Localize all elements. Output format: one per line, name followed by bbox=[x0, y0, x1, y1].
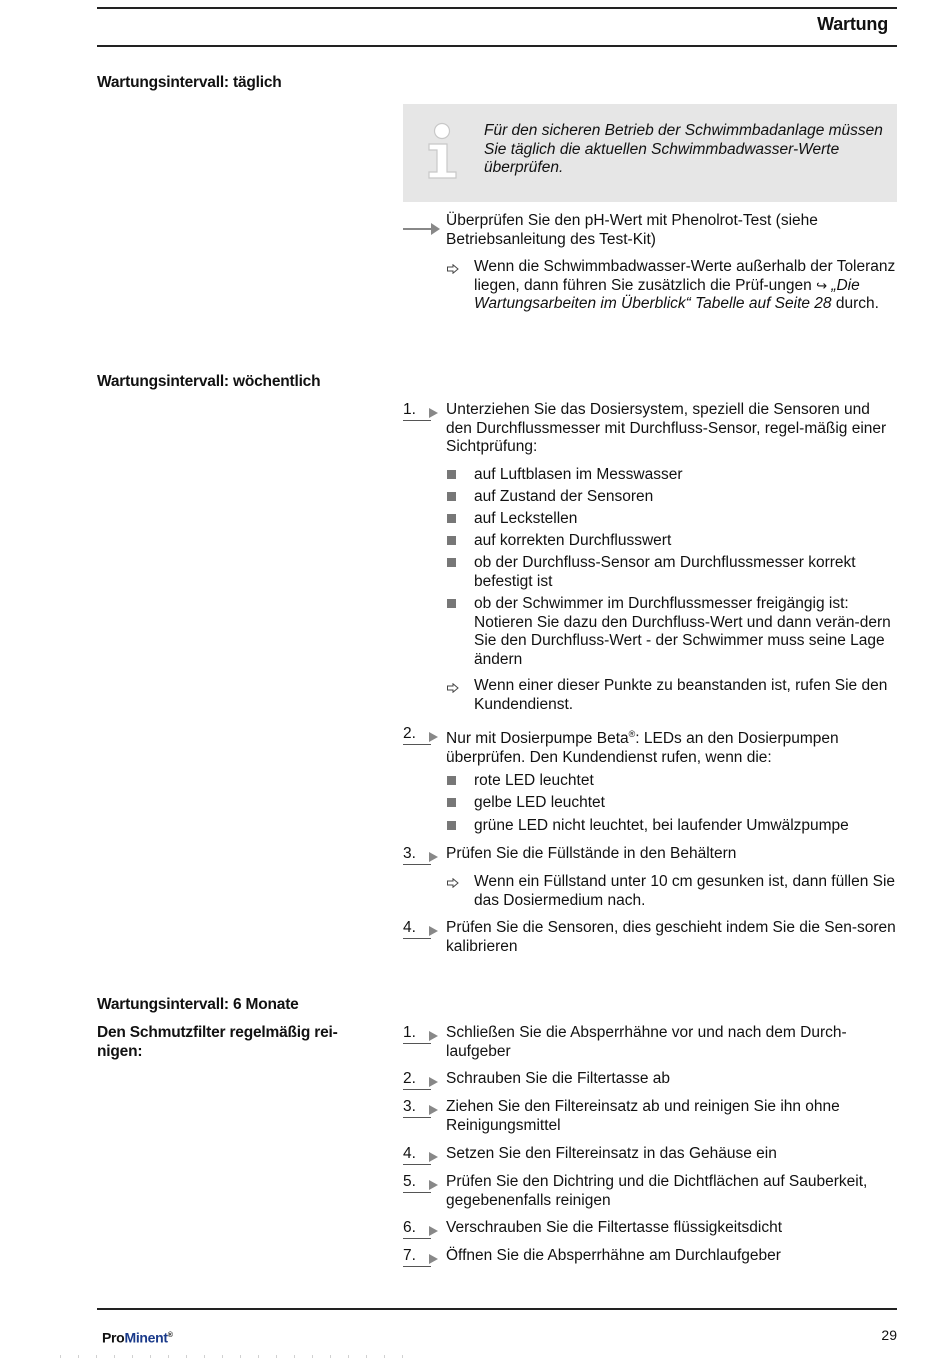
daily-result-prefix: Wenn die Schwimmbadwasser-Werte außerhalb der Toleranz liegen, dann führen Sie zusätzlich die Prüf-ungen bbox=[474, 258, 896, 294]
filter-step-5: Prüfen Sie den Dichtring und die Dichtflächen auf Sauberkeit, gegebenenfalls reinigen bbox=[446, 1173, 868, 1209]
header-top-rule bbox=[97, 7, 897, 9]
weekly-step-2: Nur mit Dosierpumpe Beta®: LEDs an den Dosierpumpen überprüfen. Den Kundendienst rufen, wenn die: bbox=[446, 729, 839, 766]
info-box bbox=[403, 104, 897, 202]
daily-result-suffix: durch. bbox=[835, 295, 879, 312]
step-number: 3. bbox=[403, 845, 439, 865]
page-header-title: Wartung bbox=[817, 14, 888, 34]
step-number: 1. bbox=[403, 401, 439, 421]
list-item: ob der Durchfluss-Sensor am Durchflussmesser korrekt befestigt ist bbox=[474, 554, 856, 590]
weekly-step1-result: Wenn einer dieser Punkte zu beanstanden ist, rufen Sie den Kundendienst. bbox=[474, 677, 888, 713]
prominent-logo: ProMinent® bbox=[102, 1329, 173, 1346]
action-arrow-icon bbox=[403, 220, 439, 234]
step-number: 4. bbox=[403, 919, 439, 939]
list-item: ob der Schwimmer im Durchflussmesser freigängig ist: Notieren Sie dazu den Durchfluss-Wert und dann verän-dern Sie den Durchfluss-Wert - der Schwimmer muss seine Lage ändern bbox=[474, 595, 891, 668]
list-item: rote LED leuchtet bbox=[474, 772, 594, 789]
list-item: auf Luftblasen im Messwasser bbox=[474, 466, 683, 483]
daily-result bbox=[474, 258, 898, 314]
list-item: auf korrekten Durchflusswert bbox=[474, 532, 672, 549]
result-arrow-icon bbox=[447, 878, 459, 888]
step-number: 5. bbox=[403, 1173, 439, 1193]
filter-step-6: Verschrauben Sie die Filtertasse flüssigkeitsdicht bbox=[446, 1219, 782, 1236]
weekly-step-3: Prüfen Sie die Füllstände in den Behältern bbox=[446, 845, 737, 862]
scan-artifact bbox=[60, 1355, 420, 1358]
step-number: 6. bbox=[403, 1219, 439, 1239]
page-number: 29 bbox=[881, 1327, 897, 1343]
section-label-weekly: Wartungsintervall: wöchentlich bbox=[97, 373, 321, 390]
filter-step-4: Setzen Sie den Filtereinsatz in das Gehäuse ein bbox=[446, 1145, 777, 1162]
step-number: 4. bbox=[403, 1145, 439, 1165]
bullet-icon bbox=[447, 599, 456, 608]
step-number: 7. bbox=[403, 1247, 439, 1267]
step-number: 1. bbox=[403, 1024, 439, 1044]
section-label-daily: Wartungsintervall: täglich bbox=[97, 74, 282, 91]
cross-reference-link[interactable]: „Die Wartungsarbeiten im Überblick“ Tabelle auf Seite 28 bbox=[474, 276, 860, 312]
filter-step-2: Schrauben Sie die Filtertasse ab bbox=[446, 1070, 671, 1087]
bullet-icon bbox=[447, 821, 456, 830]
list-item: auf Leckstellen bbox=[474, 510, 578, 527]
list-item: auf Zustand der Sensoren bbox=[474, 488, 654, 505]
bullet-icon bbox=[447, 798, 456, 807]
bullet-icon bbox=[447, 492, 456, 501]
info-icon bbox=[425, 122, 461, 182]
section-sublabel-filter: Den Schmutzfilter regelmäßig rei-nigen: bbox=[97, 1024, 338, 1060]
section-label-six-months: Wartungsintervall: 6 Monate bbox=[97, 996, 299, 1013]
footer-rule bbox=[97, 1308, 897, 1310]
filter-step-7: Öffnen Sie die Absperrhähne am Durchlaufgeber bbox=[446, 1247, 781, 1264]
result-arrow-icon bbox=[447, 683, 459, 693]
step-number: 2. bbox=[403, 725, 439, 745]
step-number: 2. bbox=[403, 1070, 439, 1090]
step-number: 3. bbox=[403, 1098, 439, 1118]
weekly-step-1: Unterziehen Sie das Dosiersystem, speziell die Sensoren und den Durchflussmesser mit Durchfluss-Sensor, regel-mäßig einer Sichtprüfung: bbox=[446, 401, 887, 455]
filter-step-1: Schließen Sie die Absperrhähne vor und nach dem Durch-laufgeber bbox=[446, 1024, 847, 1060]
weekly-step3-result: Wenn ein Füllstand unter 10 cm gesunken ist, dann füllen Sie das Dosiermedium nach. bbox=[474, 873, 896, 909]
header-bottom-rule bbox=[97, 45, 897, 47]
result-arrow-icon bbox=[447, 264, 459, 274]
daily-action: Überprüfen Sie den pH-Wert mit Phenolrot-Test (siehe Betriebsanleitung des Test-Kit) bbox=[446, 212, 818, 248]
bullet-icon bbox=[447, 776, 456, 785]
filter-step-3: Ziehen Sie den Filtereinsatz ab und reinigen Sie ihn ohne Reinigungsmittel bbox=[446, 1098, 840, 1134]
weekly-step-4: Prüfen Sie die Sensoren, dies geschieht indem Sie die Sen-soren kalibrieren bbox=[446, 919, 896, 955]
list-item: grüne LED nicht leuchtet, bei laufender Umwälzpumpe bbox=[474, 817, 849, 834]
bullet-icon bbox=[447, 558, 456, 567]
list-item: gelbe LED leuchtet bbox=[474, 794, 605, 811]
cross-ref-icon: ↪ bbox=[816, 277, 827, 293]
bullet-icon bbox=[447, 536, 456, 545]
info-text: Für den sicheren Betrieb der Schwimmbadanlage müssen Sie täglich die aktuellen Schwimmbadwasser-Werte überprüfen. bbox=[484, 122, 883, 176]
bullet-icon bbox=[447, 514, 456, 523]
bullet-icon bbox=[447, 470, 456, 479]
